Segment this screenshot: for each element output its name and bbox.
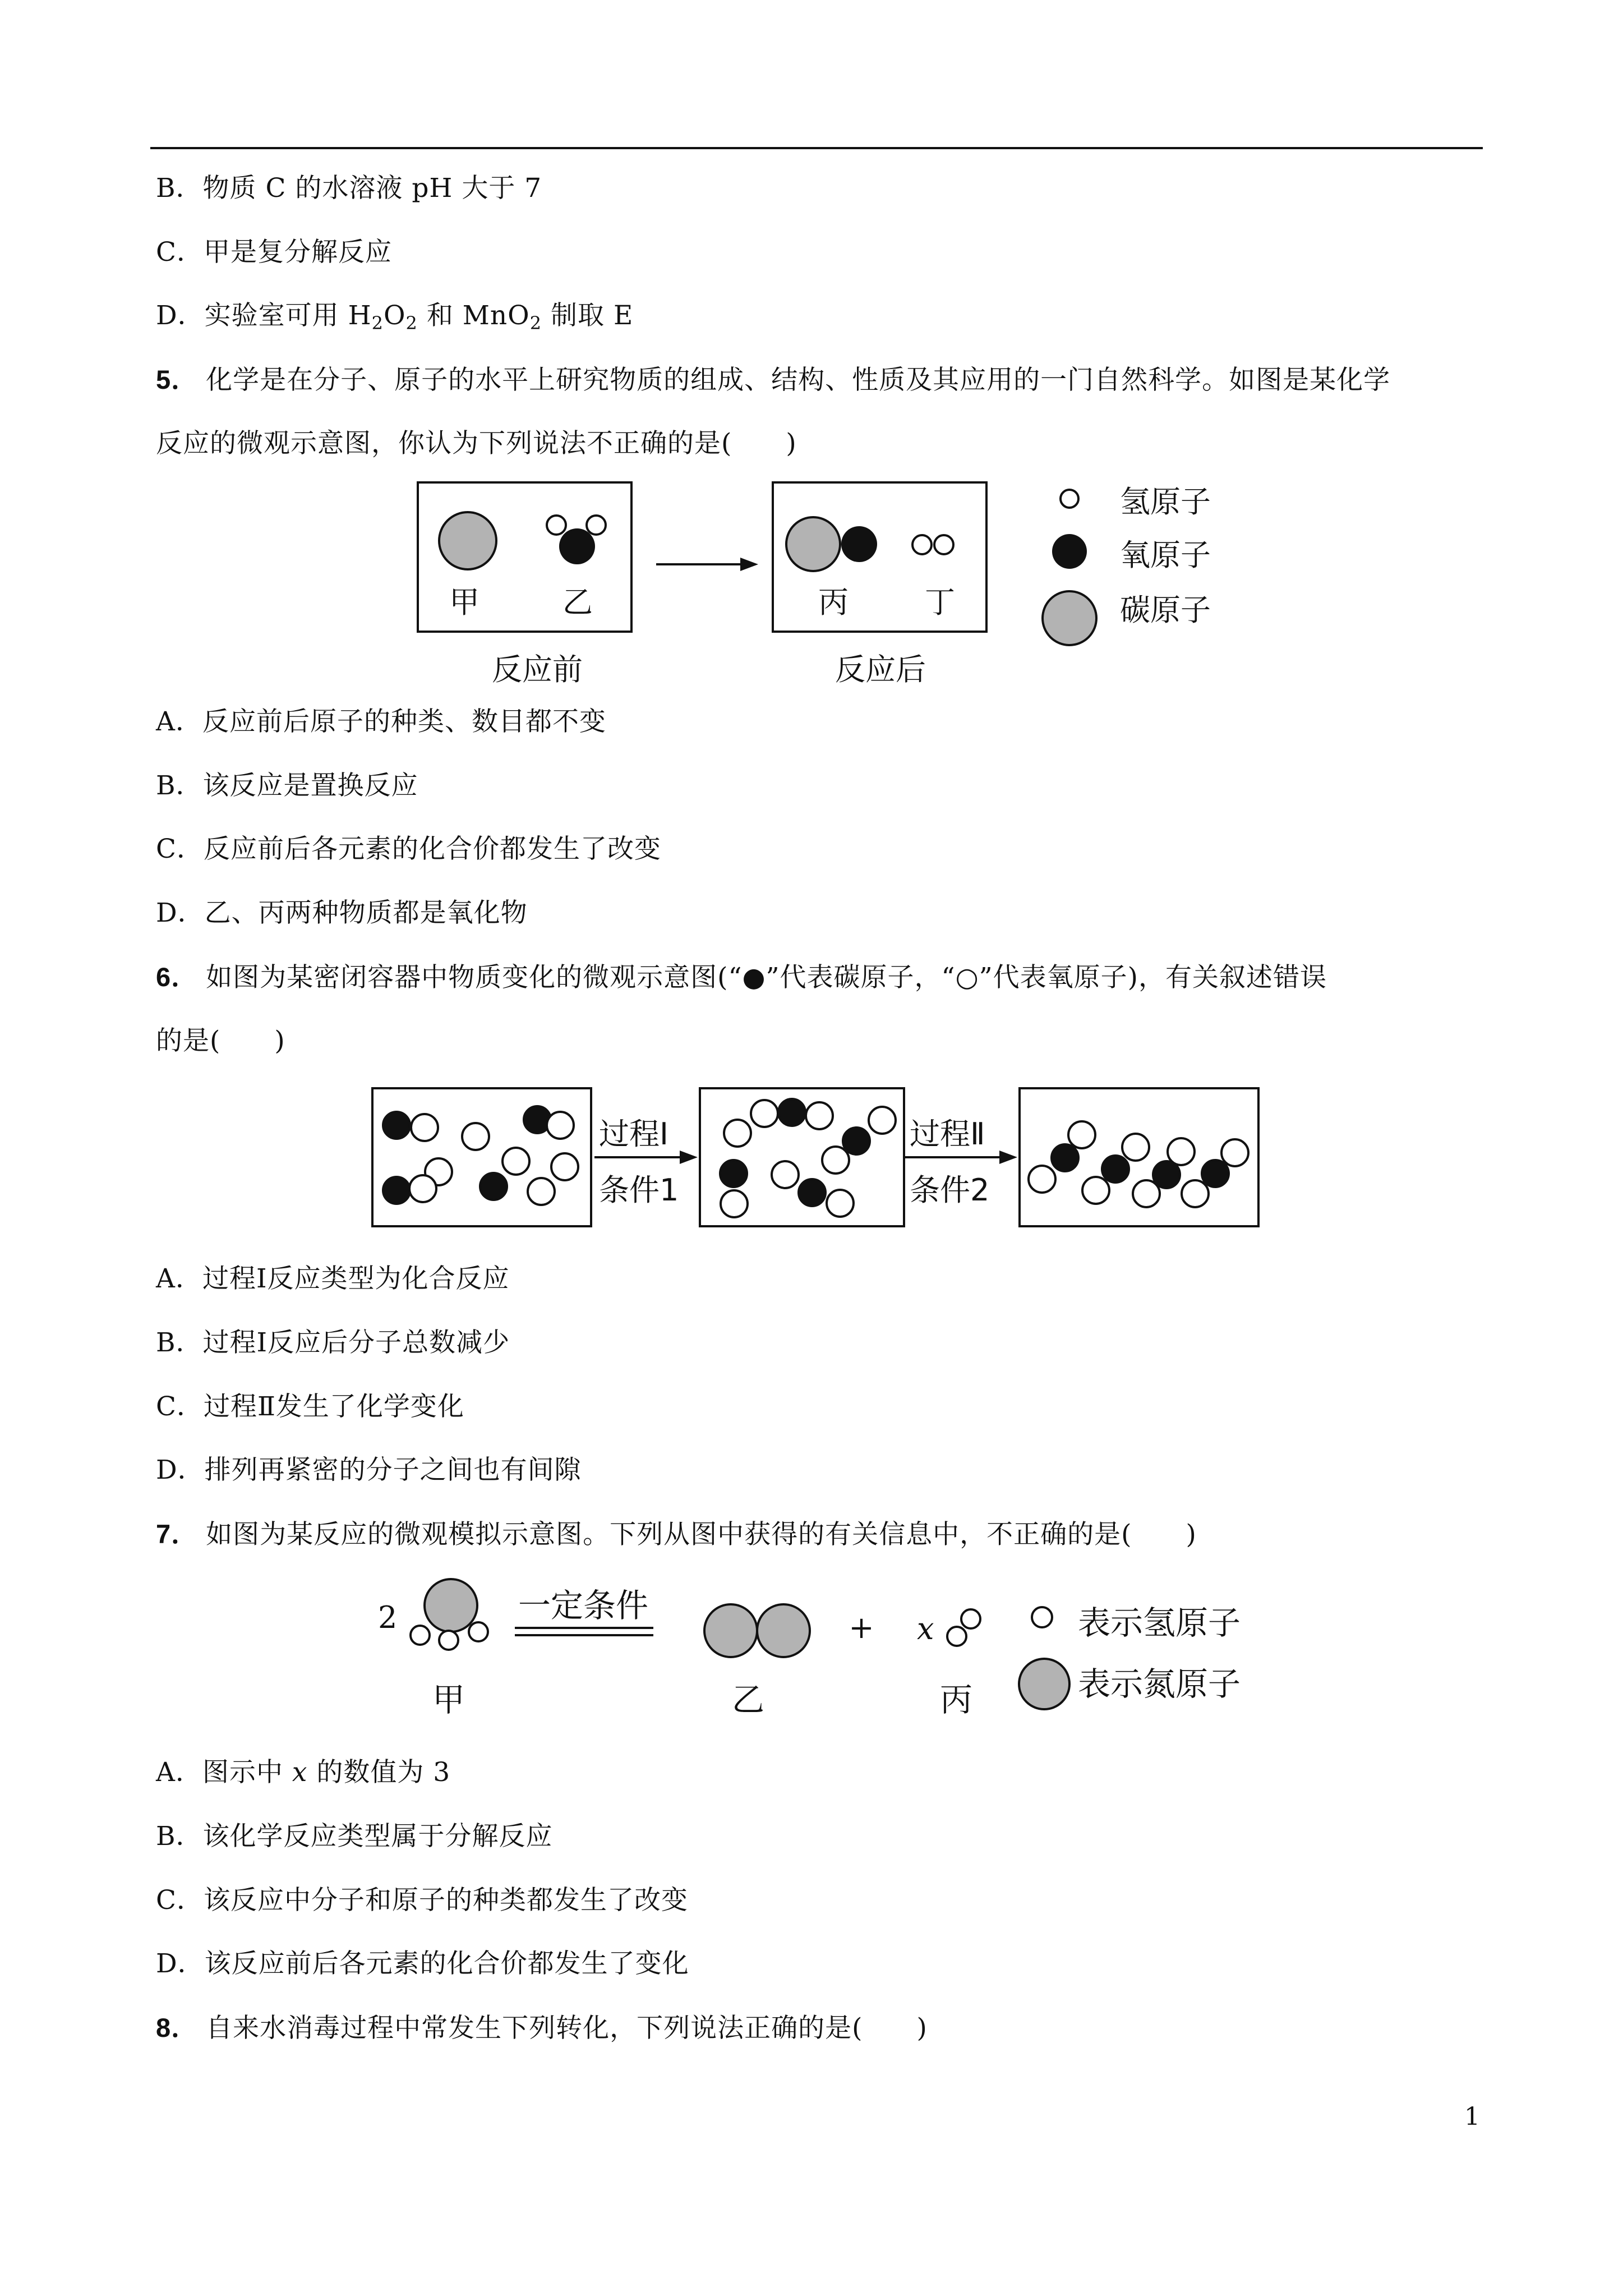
- q7-nitrogen-atom-jia: [425, 1579, 477, 1632]
- q7-hydrogen-atom-bing-top: [961, 1609, 980, 1628]
- q5-legend-oxygen: 氧原子: [1120, 537, 1211, 573]
- q5-after-box: [773, 482, 986, 632]
- q7-hydrogen-atom-jia-1: [411, 1626, 430, 1645]
- q4-option-d: D．实验室可用 $H_2O_2$ 和 MnO$_2$ 制取 E: [156, 300, 634, 334]
- q6-box-final-molecules: [1029, 1121, 1248, 1207]
- q6-box-initial-molecules: [383, 1106, 578, 1205]
- q7-hydrogen-atom-bing-bottom: [947, 1627, 966, 1646]
- q4-option-b: B．物质 C 的水溶液 pH 大于 7: [156, 173, 542, 204]
- q5-label-ding: 丁: [925, 585, 955, 620]
- q5-option-a: A．反应前后原子的种类、数目都不变: [156, 706, 606, 737]
- q5-legend-carbon: 碳原子: [1120, 592, 1211, 628]
- q5-legend-oxygen-icon: [1052, 534, 1087, 569]
- q5-oxygen-atom-yi: [559, 528, 595, 564]
- q7-option-c: C．该反应中分子和原子的种类都发生了改变: [156, 1885, 688, 1916]
- q7-option-a: A．图示中 x 的数值为 3: [156, 1757, 451, 1788]
- q6-option-d: D．排列再紧密的分子之间也有间隙: [156, 1455, 582, 1485]
- q5-label-yi: 乙: [562, 585, 593, 620]
- q5-arrowhead: [740, 558, 758, 571]
- q7-hydrogen-atom-jia-2: [439, 1631, 458, 1650]
- q8-number: 8．: [156, 2013, 199, 2042]
- q5-number: 5．: [156, 365, 199, 394]
- q7-stem: 7． 如图为某反应的微观模拟示意图。下列从图中获得的有关信息中，不正确的是( ): [156, 1519, 1197, 1550]
- q6-process1-label: 过程Ⅰ: [599, 1116, 668, 1152]
- q5-legend-hydrogen-icon: [1061, 490, 1078, 508]
- q5-before-box: [418, 482, 631, 632]
- q6-box-middle-molecules: [720, 1099, 896, 1217]
- q7-nitrogen-atom-yi-right: [757, 1604, 810, 1657]
- q5-label-bing: 丙: [818, 585, 849, 620]
- q6-stem-line2: 的是( ): [156, 1025, 285, 1056]
- q6-box-final: [1020, 1088, 1258, 1226]
- q5-caption-before: 反应前: [492, 652, 583, 687]
- q6-option-b: B．过程Ⅰ反应后分子总数减少: [156, 1327, 510, 1358]
- q6-option-a: A．过程Ⅰ反应类型为化合反应: [156, 1263, 510, 1294]
- q7-option-b: B．该化学反应类型属于分解反应: [156, 1821, 553, 1852]
- q6-process2-label: 过程Ⅱ: [910, 1116, 985, 1152]
- q7-condition-label: 一定条件: [518, 1586, 649, 1625]
- q7-legend-nitrogen: 表示氮原子: [1078, 1665, 1241, 1703]
- q6-box-middle: [700, 1088, 904, 1226]
- q5-carbon-atom-jia: [439, 512, 496, 569]
- q5-oxygen-atom-bing: [841, 526, 877, 562]
- q7-x: x: [917, 1611, 934, 1646]
- q5-hydrogen-atom-ding-right: [934, 535, 953, 554]
- q5-carbon-atom-bing: [786, 517, 840, 571]
- q4-option-c: C．甲是复分解反应: [156, 237, 392, 268]
- q5-option-c: C．反应前后各元素的化合价都发生了改变: [156, 834, 661, 864]
- q7-plus: +: [849, 1610, 874, 1645]
- q5-label-jia: 甲: [449, 585, 479, 620]
- q7-coefficient: 2: [378, 1600, 398, 1635]
- q7-legend-nitrogen-icon: [1019, 1659, 1069, 1709]
- q6-option-c: C．过程Ⅱ发生了化学变化: [156, 1391, 464, 1422]
- q5-stem-line1: 5． 化学是在分子、原子的水平上研究物质的组成、结构、性质及其应用的一门自然科学。如图是某化学: [156, 365, 1391, 395]
- q8-stem: 8． 自来水消毒过程中常发生下列转化，下列说法正确的是( ): [156, 2013, 928, 2044]
- q6-box-initial: [372, 1088, 591, 1226]
- q5-caption-after: 反应后: [835, 652, 926, 687]
- q5-hydrogen-atom-ding-left: [912, 535, 932, 554]
- q6-stem-line1: 6． 如图为某密闭容器中物质变化的微观示意图(“●”代表碳原子，“○”代表氧原子)，有关叙述错误: [156, 962, 1327, 993]
- q5-hydrogen-atom-yi-right: [587, 516, 606, 535]
- q5-option-b: B．该反应是置换反应: [156, 770, 418, 801]
- page-number: 1: [1464, 2102, 1480, 2131]
- q7-hydrogen-atom-jia-3: [469, 1622, 488, 1641]
- q7-label-jia: 甲: [432, 1681, 465, 1719]
- q5-legend-hydrogen: 氢原子: [1120, 484, 1211, 519]
- q7-legend-hydrogen: 表示氢原子: [1078, 1604, 1241, 1642]
- q5-hydrogen-atom-yi-left: [547, 516, 566, 535]
- q5-legend-carbon-icon: [1043, 591, 1096, 645]
- q6-condition1-label: 条件1: [599, 1172, 679, 1208]
- q6-condition2-label: 条件2: [910, 1172, 990, 1208]
- q6-number: 6．: [156, 962, 199, 992]
- q7-nitrogen-atom-yi-left: [704, 1604, 757, 1657]
- q6-arrowhead1: [680, 1151, 698, 1164]
- header-rule: [150, 147, 1483, 149]
- q7-label-yi: 乙: [731, 1681, 765, 1719]
- q5-stem-line2: 反应的微观示意图，你认为下列说法不正确的是( ): [156, 428, 797, 459]
- q7-legend-hydrogen-icon: [1032, 1607, 1052, 1627]
- q7-number: 7．: [156, 1519, 199, 1549]
- q7-label-bing: 丙: [939, 1681, 973, 1719]
- q7-option-d: D．该反应前后各元素的化合价都发生了变化: [156, 1948, 689, 1979]
- q6-arrowhead2: [999, 1151, 1017, 1164]
- q5-option-d: D．乙、丙两种物质都是氧化物: [156, 898, 528, 928]
